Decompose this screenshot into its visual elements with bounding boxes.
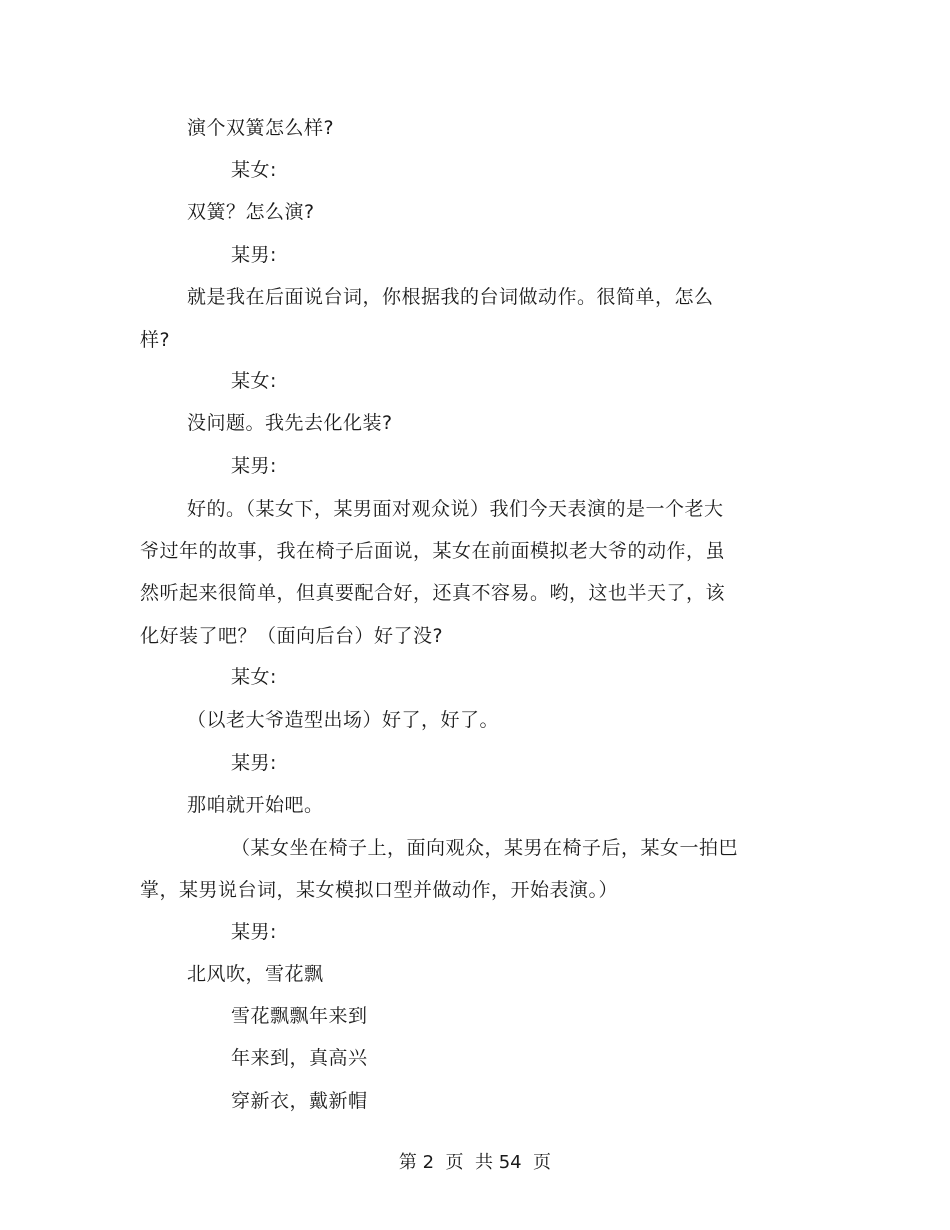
- stage-direction: （某女坐在椅子上，面向观众，某男在椅子后，某女一拍巴: [231, 837, 739, 859]
- verse-line: 年来到，真高兴: [231, 1047, 368, 1069]
- speaker-label: 某男:: [231, 244, 277, 266]
- speaker-label: 某男:: [231, 455, 277, 477]
- text-line: 没问题。我先去化化装?: [187, 412, 393, 434]
- verse-line: 北风吹，雪花飘: [187, 963, 324, 985]
- text-line: 那咱就开始吧。: [187, 794, 324, 816]
- text-line: 然听起来很简单，但真要配合好，还真不容易。哟，这也半天了，该: [140, 582, 726, 604]
- verse-line: 雪花飘飘年来到: [231, 1005, 368, 1027]
- text-line: 化好装了吧？（面向后台）好了没?: [140, 625, 444, 647]
- text-line: 爷过年的故事，我在椅子后面说，某女在前面模拟老大爷的动作，虽: [140, 540, 726, 562]
- speaker-label: 某男:: [231, 921, 277, 943]
- text-line: 好的。（某女下，某男面对观众说）我们今天表演的是一个老大: [187, 498, 724, 520]
- text-line: 演个双簧怎么样?: [187, 117, 335, 139]
- page-number: 第 2 页 共 54 页: [398, 1152, 552, 1173]
- text-line: 样?: [140, 329, 171, 351]
- stage-direction: 掌，某男说台词，某女模拟口型并做动作，开始表演。）: [140, 879, 619, 901]
- speaker-label: 某男:: [231, 752, 277, 774]
- speaker-label: 某女:: [231, 370, 277, 392]
- text-line: 就是我在后面说台词，你根据我的台词做动作。很简单，怎么: [187, 286, 714, 308]
- text-line: 双簧？怎么演?: [187, 201, 315, 223]
- verse-line: 穿新衣，戴新帽: [231, 1090, 368, 1112]
- speaker-label: 某女:: [231, 159, 277, 181]
- speaker-label: 某女:: [231, 666, 277, 688]
- stage-direction: （以老大爷造型出场）好了，好了。: [187, 709, 500, 731]
